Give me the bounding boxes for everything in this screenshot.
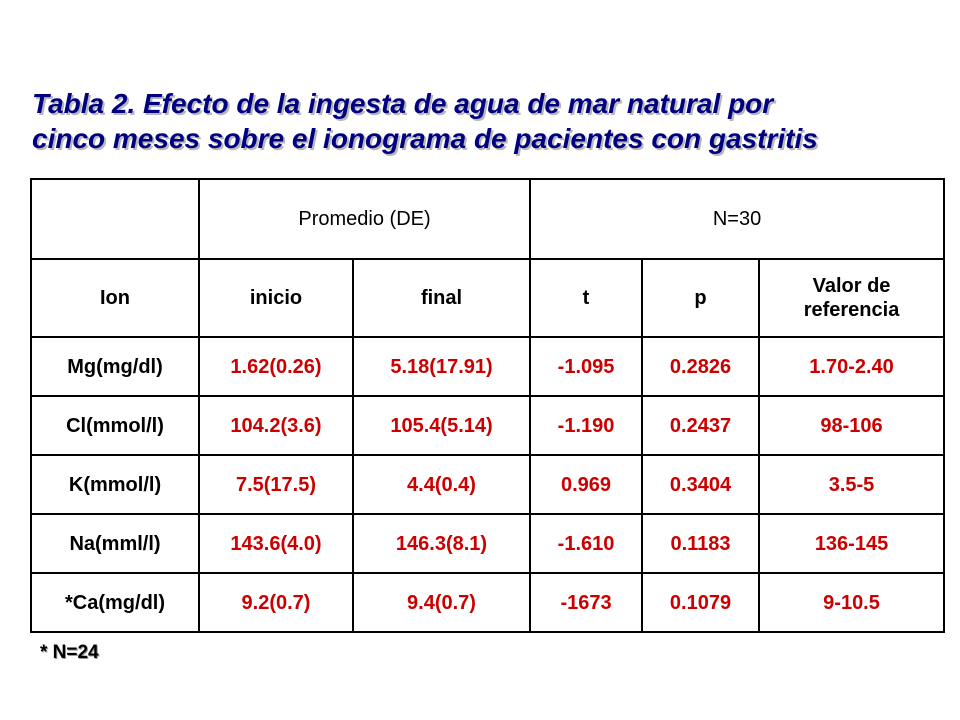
table-row: [31, 337, 944, 396]
p-value: 0.3404: [642, 455, 759, 514]
column-header-p: p: [642, 259, 759, 337]
group-header-row: [31, 179, 944, 259]
ionogram-table: [30, 178, 945, 633]
ion-label: Mg(mg/dl): [31, 337, 199, 396]
column-header-t: t: [530, 259, 642, 337]
ion-label: Na(mml/l): [31, 514, 199, 573]
reference-value: 3.5-5: [759, 455, 944, 514]
final-value: 9.4(0.7): [353, 573, 530, 632]
table-title-line-2: cinco meses sobre el ionograma de pacientes con gastritis: [32, 123, 818, 154]
reference-value: 136-145: [759, 514, 944, 573]
final-value: 4.4(0.4): [353, 455, 530, 514]
inicio-value: 104.2(3.6): [199, 396, 353, 455]
footnote: * N=24: [40, 642, 99, 663]
table-title-line-1: Tabla 2. Efecto de la ingesta de agua de mar natural por: [32, 88, 774, 119]
t-value: 0.969: [530, 455, 642, 514]
table-row: [31, 514, 944, 573]
p-value: 0.2826: [642, 337, 759, 396]
t-value: -1.610: [530, 514, 642, 573]
inicio-value: 1.62(0.26): [199, 337, 353, 396]
p-value: 0.1183: [642, 514, 759, 573]
column-header-inicio: inicio: [199, 259, 353, 337]
column-header-final: final: [353, 259, 530, 337]
inicio-value: 7.5(17.5): [199, 455, 353, 514]
empty-header-cell: [31, 179, 199, 259]
reference-value: 98-106: [759, 396, 944, 455]
reference-value: 9-10.5: [759, 573, 944, 632]
table-row: [31, 573, 944, 632]
column-header-reference: Valor de referencia: [759, 259, 944, 337]
ion-label: *Ca(mg/dl): [31, 573, 199, 632]
t-value: -1.095: [530, 337, 642, 396]
table-row: [31, 455, 944, 514]
table-row: [31, 396, 944, 455]
table-title: [32, 86, 952, 156]
column-header-row: [31, 259, 944, 337]
reference-value: 1.70-2.40: [759, 337, 944, 396]
p-value: 0.1079: [642, 573, 759, 632]
final-value: 5.18(17.91): [353, 337, 530, 396]
ion-label: Cl(mmol/l): [31, 396, 199, 455]
n-header: N=30: [530, 179, 944, 259]
t-value: -1.190: [530, 396, 642, 455]
inicio-value: 143.6(4.0): [199, 514, 353, 573]
promedio-header: Promedio (DE): [199, 179, 530, 259]
final-value: 105.4(5.14): [353, 396, 530, 455]
p-value: 0.2437: [642, 396, 759, 455]
t-value: -1673: [530, 573, 642, 632]
final-value: 146.3(8.1): [353, 514, 530, 573]
inicio-value: 9.2(0.7): [199, 573, 353, 632]
ion-label: K(mmol/l): [31, 455, 199, 514]
column-header-ion: Ion: [31, 259, 199, 337]
